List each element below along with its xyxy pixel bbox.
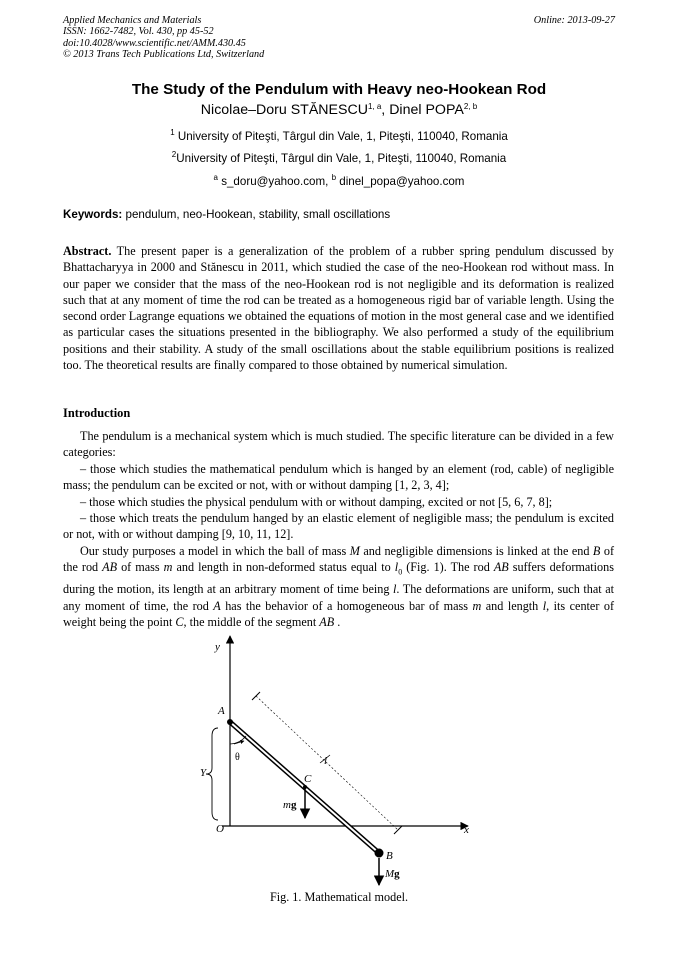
symbol-m: m [472, 598, 482, 613]
mg-m: m [283, 799, 291, 811]
author-1-sup: 1, a [367, 102, 382, 111]
online-date: Online: 2013-09-27 [533, 15, 615, 26]
point-A-marker [227, 719, 233, 725]
aff-2-text: University of Piteşti, Târgul din Vale, 1, Piteşti, 110040, Romania [176, 152, 507, 165]
p5-text: Our study purposes a model in which the ball of mass [80, 543, 350, 558]
p5-text: . [334, 614, 341, 629]
keywords-label: Keywords: [63, 208, 123, 221]
intro-paragraph-1: The pendulum is a mechanical system which is much studied. The specific literature can be divided in a few categories: [63, 429, 614, 460]
dimension-tick-bottom [394, 826, 402, 834]
intro-paragraph-3: – those which studies the physical pendulum with or without damping, excited or not [5, 6, 7, 8]; [80, 494, 553, 509]
point-B-label: B [386, 850, 393, 862]
keywords-text: pendulum, neo-Hookean, stability, small oscillations [122, 208, 391, 221]
Y-brace [206, 728, 218, 820]
symbol-l: l [393, 582, 397, 597]
symbol-l: l [542, 598, 547, 613]
p5-text: suffers deformations during the motion, its length at an arbitrary moment of time being [63, 560, 614, 597]
dimension-tick-top [252, 692, 260, 700]
abstract-text: The present paper is a generalization of the problem of a rubber spring pendulum discussed by Bhattacharyya in 2000 and Stănescu in 2011, which studied the case of the neo-Hookean rod without mass. In our paper we consider that the mass of the neo-Hookean rod is not negligible and its deformation is realized such that at any moment of time the rod can be treated as a homogeneous rigid bar of variable length. Using the second order Lagrange equations we obtained the equations of motion in the most general case and we identified as particular cases the situations presented in the bibliography. We also performed a study of the equilibrium positions and their stability. A study of the small oscillations about the stable equilibrium positions is realized too. The theoretical results are finally compared to those obtained by numerical simulation. [63, 244, 614, 373]
paper-title: The Study of the Pendulum with Heavy neo-Hookean Rod [131, 81, 547, 98]
email-1[interactable]: s_doru@yahoo.com, [217, 175, 332, 188]
p5-text: , the middle of the segment [183, 614, 320, 629]
p5-text: and length in non-deformed status equal to [172, 560, 395, 575]
abstract-label: Abstract. [63, 244, 112, 258]
aff-1-text: University of Piteşti, Târgul din Vale, 1, Piteşti, 110040, Romania [174, 130, 508, 143]
figure-caption: Fig. 1. Mathematical model. [269, 890, 409, 904]
Mg-M: M [385, 868, 395, 880]
point-C-label: C [304, 773, 312, 785]
aff-2-marker: 2 [171, 150, 177, 159]
y-axis-label: y [215, 641, 220, 653]
symbol-AB: AB [493, 560, 509, 575]
author-2: Dinel POPA [389, 102, 464, 118]
point-A-label: A [218, 705, 225, 717]
p5-text: has the behavior of a homogeneous bar of mass [220, 598, 473, 613]
email-2[interactable]: dinel_popa@yahoo.com [336, 175, 465, 188]
Mg-label [384, 868, 400, 880]
symbol-l0-subscript: 0 [398, 567, 403, 577]
x-axis-label: x [464, 824, 469, 836]
symbol-C: C [175, 614, 184, 629]
p5-text: , its center of weight being the point [63, 598, 615, 629]
symbol-AB: AB [102, 560, 118, 575]
author-1: Nicolae–Doru STĂNESCU [200, 102, 368, 118]
Mg-g: g [394, 868, 400, 880]
issn-line: ISSN: 1662-7482, Vol. 430, pp 45-52 [63, 26, 214, 38]
email-a-marker: a [213, 173, 218, 182]
author-2-sup: 2, b [463, 102, 478, 111]
p5-text: (Fig. 1). The rod [402, 560, 494, 575]
Y-label: Y [200, 767, 207, 779]
symbol-l0: l [394, 560, 399, 575]
intro-paragraph-4: – those which treats the pendulum hanged by an elastic element of negligible mass; the pendulum is excited or not, with or without damping [9, 10, 11, 12]. [63, 511, 614, 542]
symbol-A: A [213, 598, 221, 613]
journal-name: Applied Mechanics and Materials [63, 15, 202, 26]
doi-line[interactable]: doi:10.4028/www.scientific.net/AMM.430.45 [63, 37, 246, 49]
symbol-AB: AB [319, 614, 335, 629]
origin-label: O [216, 823, 224, 835]
copyright-line: © 2013 Trans Tech Publications Ltd, Switzerland [63, 48, 265, 60]
p5-text: . The deformations are uniform, such that at any moment of time, the rod [63, 582, 614, 613]
symbol-M: M [349, 543, 360, 558]
intro-paragraph-2: – those which studies the mathematical pendulum which is hanged by an element (rod, cable) of negligible mass; the pendulum can be excited or not, with or without damping [1, 2, 3, 4]; [63, 461, 614, 493]
mg-label [283, 799, 297, 811]
theta-label: θ [235, 752, 240, 763]
p5-text: of the rod [63, 543, 615, 575]
mg-g: g [290, 799, 297, 811]
aff-1-marker: 1 [170, 128, 175, 137]
email-b-marker: b [331, 173, 337, 182]
length-label: l [324, 755, 328, 767]
p5-text: and length [481, 598, 543, 613]
ball-B [375, 849, 384, 858]
p5-text: of mass [117, 560, 164, 575]
symbol-m: m [163, 560, 173, 575]
introduction-heading: Introduction [63, 406, 131, 420]
p5-text: and negligible dimensions is linked at the end [359, 543, 593, 558]
author-separator: , [381, 102, 390, 118]
symbol-B: B [592, 543, 601, 558]
